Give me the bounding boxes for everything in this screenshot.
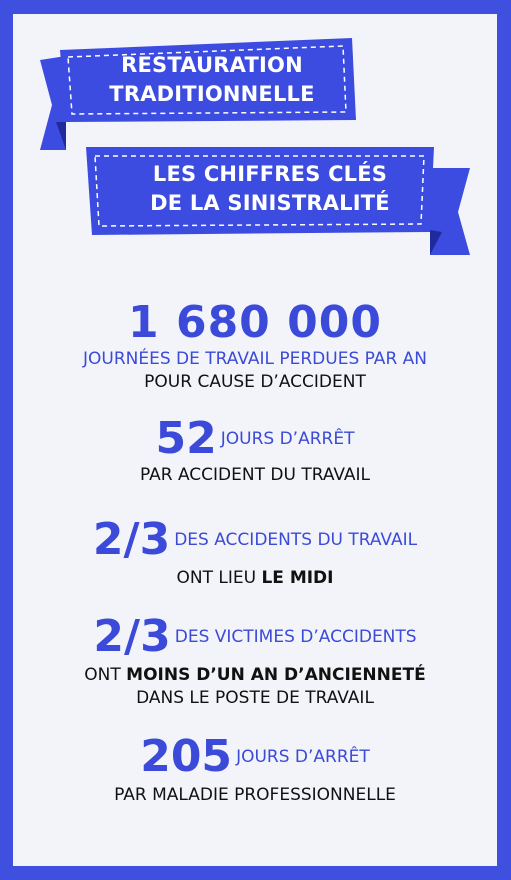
stat4-number: 2/3 [93, 611, 171, 662]
stat2-inline: JOURS D’ARRÊT [220, 429, 355, 449]
banner1-line1: RESTAURATION [121, 53, 303, 77]
stat-jours-arret-maladie [13, 730, 497, 806]
stat-accidents-midi [13, 513, 497, 589]
stat3-line2-bold: LE MIDI [261, 568, 334, 588]
ribbon-banners [0, 0, 511, 270]
stat-jours-arret-accident [13, 414, 497, 486]
stat3-line2 [13, 567, 497, 589]
stat1-line1: JOURNÉES DE TRAVAIL PERDUES PAR AN [82, 349, 428, 369]
stat5-number: 205 [140, 731, 233, 782]
stat1-line2: POUR CAUSE D’ACCIDENT [144, 372, 366, 392]
banner2-line1: LES CHIFFRES CLÉS [152, 162, 388, 186]
stat3-inline: DES ACCIDENTS DU TRAVAIL [174, 530, 418, 550]
stat1-number: 1 680 000 [128, 297, 382, 348]
stat4-line2-prefix: ONT [84, 665, 127, 685]
stat5-inline: JOURS D’ARRÊT [236, 747, 370, 767]
stat3-line2-prefix: ONT LIEU [176, 568, 262, 588]
banner-title-restauration [78, 51, 346, 109]
stat4-line2-bold: MOINS D’UN AN D’ANCIENNETÉ [126, 665, 426, 685]
stat-journees-perdues [13, 298, 497, 394]
stat4-line2 [13, 664, 497, 687]
stat5-line2: PAR MALADIE PROFESSIONNELLE [114, 785, 396, 805]
stat2-number: 52 [155, 413, 217, 464]
banner2-line2: DE LA SINISTRALITÉ [150, 191, 390, 215]
banner-title-chiffres [103, 160, 437, 218]
stat-victimes-anciennete [13, 610, 497, 710]
banner1-line2: TRADITIONNELLE [109, 82, 315, 106]
stat4-line3: DANS LE POSTE DE TRAVAIL [136, 688, 374, 708]
stat2-line2: PAR ACCIDENT DU TRAVAIL [139, 465, 371, 485]
stat4-inline: DES VICTIMES D’ACCIDENTS [174, 627, 417, 647]
stat3-number: 2/3 [92, 514, 171, 565]
